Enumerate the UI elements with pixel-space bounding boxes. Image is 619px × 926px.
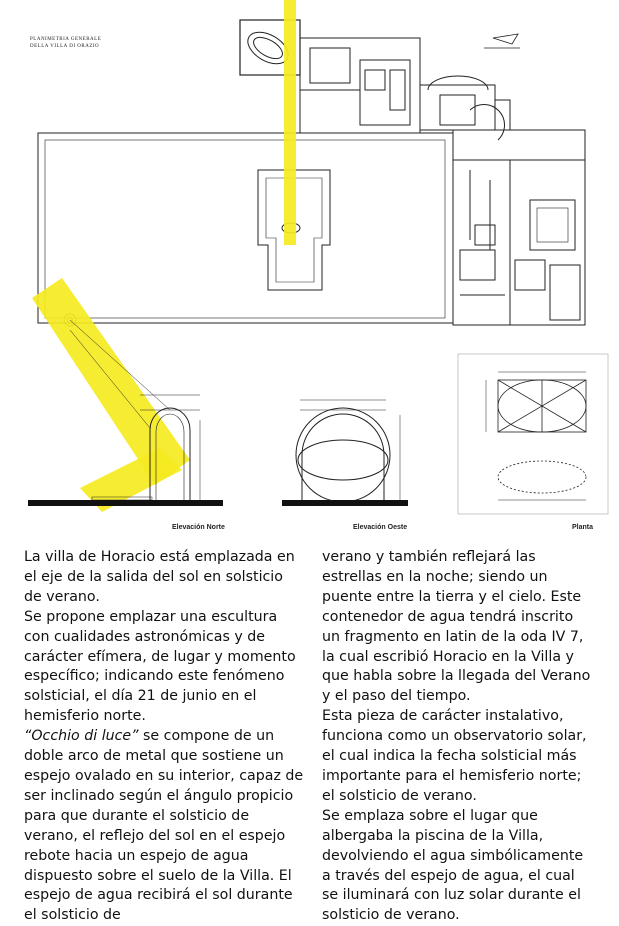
villa-rooms (453, 130, 585, 325)
paragraph-water-mirror: verano y también reflejará las estrellas en la noche; siendo un puente entre la tierra y el cielo. Este contenedor de agua tendrá inscrito un fragmento en latin de la oda IV 7, la cual escribió Horacio en la Villa y que habla sobre la llegada del Verano y el paso del tiempo. (322, 549, 591, 705)
sun-ray-vertical (284, 0, 296, 245)
garden-enclosure (38, 133, 453, 323)
text-column-right (322, 548, 594, 926)
paragraph-location: La villa de Horacio está emplazada en el eje de la salida del sol en solsticio de verano. (24, 549, 295, 605)
label-plan: Planta (572, 524, 594, 531)
paragraph-observatory: Esta pieza de carácter instalativo, funciona como un observatorio solar, el cual indica la fecha solsticial más importante para el hemisferio norte; el solsticio de verano. (322, 708, 587, 804)
plan-title-line-1: PLANIMETRIA GENERALE (30, 37, 102, 42)
sculpture-name: “Occhio di luce” (24, 728, 139, 745)
label-elevation-north: Elevación Norte (172, 524, 225, 531)
sun-rays (32, 0, 296, 512)
plan-title-line-2: DELLA VILLA DI ORAZIO (30, 44, 100, 49)
villa-plan (38, 20, 585, 326)
sun-ray-diagonal (32, 278, 190, 485)
paragraph-pool-site: Se emplaza sobre el lugar que albergaba la piscina de la Villa, devolviendo el agua simbólicamente a través del espejo de agua, el cual se iluminará con luz solar durante el solsticio de verano. (322, 807, 584, 924)
plan-view (458, 354, 608, 514)
paragraph-occhio (24, 727, 304, 926)
paragraph-proposal: Se propone emplazar una escultura con cualidades astronómicas y de carácter efímera, de lugar y momento específico; indicando este fenómeno solsticial, el día 21 de junio en el hemisferio norte. (24, 608, 296, 725)
text-column-left (24, 548, 304, 926)
ground-west (282, 500, 408, 506)
label-elevation-west: Elevación Oeste (353, 524, 408, 531)
north-arrow (484, 34, 520, 48)
ground-north (28, 500, 223, 506)
paragraph-occhio-body: se compone de un doble arco de metal que sostiene un espejo ovalado en su interior, capaz de ser inclinado según el ángulo propicio para que durante el solsticio de verano, el reflejo del sol en el espejo rebote hacia un espejo de agua dispuesto sobre el suelo de la Villa. El espejo de agua recibirá el sol durante el solsticio de (24, 728, 304, 924)
elevation-west (296, 400, 400, 502)
